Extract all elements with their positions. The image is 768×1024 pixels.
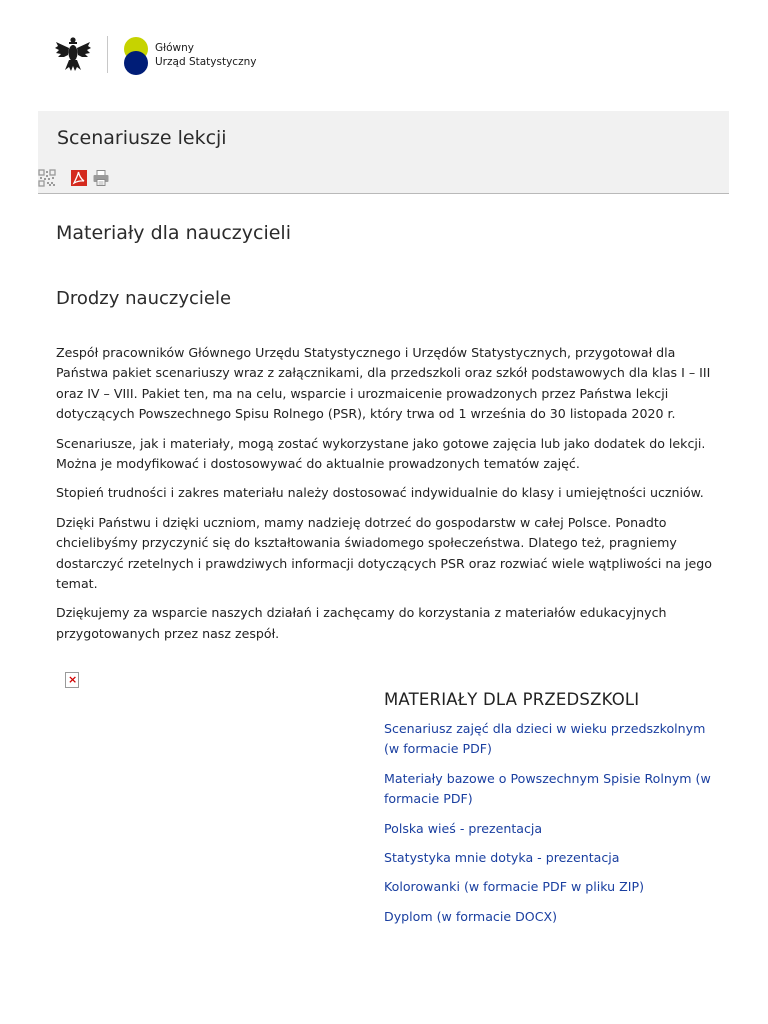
- materials-title: MATERIAŁY DLA PRZEDSZKOLI: [384, 690, 640, 709]
- gus-logo-icon[interactable]: [121, 37, 151, 75]
- intro-text: [56, 343, 718, 653]
- list-item: [384, 848, 714, 868]
- list-item: [384, 769, 714, 810]
- material-link-scenario[interactable]: Scenariusz zajęć dla dzieci w wieku przedszkolnym (w formacie PDF): [384, 721, 706, 757]
- materials-list: [384, 719, 714, 927]
- material-link-statystyka[interactable]: Statystyka mnie dotyka - prezentacja: [384, 850, 620, 866]
- list-item: [384, 719, 714, 760]
- site-header: [0, 0, 768, 90]
- material-link-dyplom[interactable]: Dyplom (w formacie DOCX): [384, 908, 558, 924]
- paragraph: Zespół pracowników Głównego Urzędu Statystycznego i Urzędów Statystycznych, przygotował dla Państwa pakiet scenariuszy wraz z załącznikami, dla przedszkoli oraz szkół podstawowych dla klas I – III oraz IV – VIII. Pakiet ten, ma na celu, wsparcie i urozmaicenie prowadzonych przez Państwa lekcji dotyczących Powszechnego Spisu Rolnego (PSR), który trwa od 1 września do 30 listopada 2020 r.: [56, 345, 711, 422]
- pdf-icon[interactable]: [70, 169, 88, 187]
- paragraph: Dzięki Państwu i dzięki uczniom, mamy nadzieję dotrzeć do gospodarstw w całej Polsce. Ponadto chcielibyśmy przyczynić się do kształtowania świadomego społeczeństwa. Dlatego też, pragniemy dostarczyć rzetelnych i prawdziwych informacji dotyczących PSR oraz rozwiać wiele wątpliwości na jego temat.: [56, 514, 712, 592]
- list-item: [384, 819, 714, 839]
- paragraph: Scenariusze, jak i materiały, mogą zostać wykorzystane jako gotowe zajęcia lub jako dodatek do lekcji. Można je modyfikować i dostosowywać do aktualnie prowadzonych tematów zajęć.: [56, 435, 706, 472]
- list-item: [384, 907, 714, 927]
- gus-logo-line1: Główny: [155, 42, 195, 54]
- greeting-heading: Drodzy nauczyciele: [56, 288, 232, 309]
- broken-image-icon: ×: [65, 672, 79, 688]
- materials-section: [384, 690, 714, 936]
- material-link-kolorowanki[interactable]: Kolorowanki (w formacie PDF w pliku ZIP): [384, 879, 644, 895]
- gus-logo-line2: Urząd Statystyczny: [155, 56, 257, 68]
- material-link-base-materials[interactable]: Materiały bazowe o Powszechnym Spisie Rolnym (w formacie PDF): [384, 770, 711, 807]
- paragraph: Dziękujemy za wsparcie naszych działań i zachęcamy do korzystania z materiałów edukacyjnych przygotowanych przez nasz zespół.: [56, 605, 667, 641]
- logo-divider: [107, 36, 108, 73]
- paragraph: Stopień trudności i zakres materiału należy dostosować indywidualnie do klasy i umiejętności uczniów.: [56, 485, 704, 501]
- page-title: Scenariusze lekcji: [57, 127, 227, 149]
- title-bar: [38, 111, 729, 194]
- gus-logo-text: [155, 41, 256, 69]
- list-item: [384, 877, 714, 897]
- qr-code-icon[interactable]: [38, 169, 56, 187]
- print-icon[interactable]: [92, 169, 110, 187]
- section-title: Materiały dla nauczycieli: [56, 222, 291, 244]
- polish-eagle-emblem-icon[interactable]: [54, 36, 92, 74]
- material-link-polska-wies[interactable]: Polska wieś - prezentacja: [384, 820, 543, 836]
